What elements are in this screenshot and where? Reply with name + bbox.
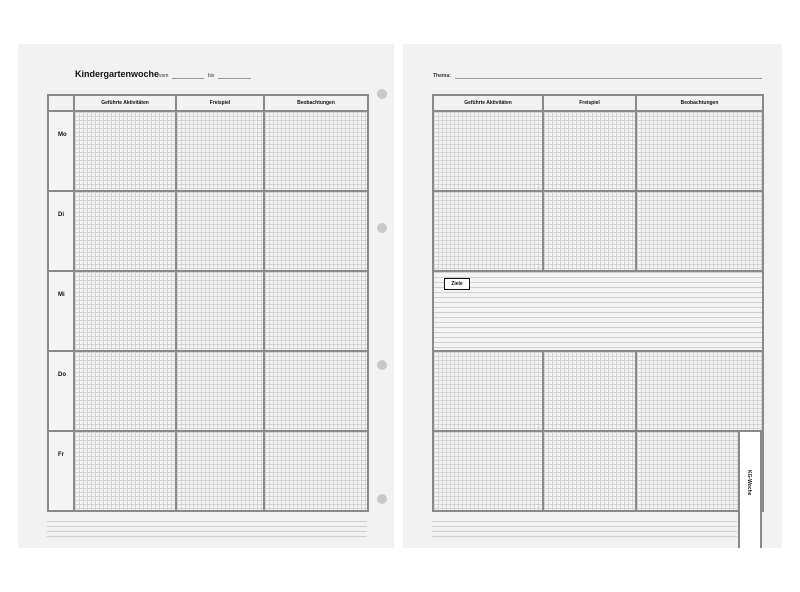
- day-label: Mo: [48, 111, 74, 191]
- column-header: Geführte Aktivitäten: [74, 95, 176, 111]
- grid-cell[interactable]: [74, 431, 176, 511]
- goals-row: [433, 271, 763, 351]
- bis-label: bis: [208, 73, 215, 79]
- day-row: [48, 271, 368, 351]
- grid-cell[interactable]: [74, 191, 176, 271]
- day-row: [48, 351, 368, 431]
- thema-label: Thema:: [433, 73, 451, 79]
- grid-cell[interactable]: [543, 431, 636, 511]
- grid-cell[interactable]: [636, 191, 763, 271]
- grid-cell[interactable]: [74, 271, 176, 351]
- binder-hole: [377, 223, 387, 233]
- day-row: [433, 111, 763, 191]
- grid-cell[interactable]: [433, 351, 543, 431]
- grid-cell[interactable]: [433, 191, 543, 271]
- grid-cell[interactable]: [264, 271, 368, 351]
- grid-cell[interactable]: [543, 351, 636, 431]
- grid-cell[interactable]: [176, 111, 264, 191]
- day-row: [433, 191, 763, 271]
- left-page: [18, 44, 394, 548]
- notes-lines[interactable]: [432, 521, 737, 541]
- day-label: Di: [48, 191, 74, 271]
- weekly-plan-table: [47, 94, 369, 512]
- day-row: [48, 431, 368, 511]
- grid-cell[interactable]: [264, 111, 368, 191]
- column-header: Freispiel: [543, 95, 636, 111]
- page-title: Kindergartenwoche: [75, 69, 160, 79]
- thema-field[interactable]: [455, 78, 762, 79]
- grid-cell[interactable]: [543, 111, 636, 191]
- binder-hole: [377, 360, 387, 370]
- weekly-plan-table: [432, 94, 764, 512]
- vom-date-field[interactable]: [172, 78, 204, 79]
- grid-cell[interactable]: [264, 431, 368, 511]
- grid-cell[interactable]: [176, 351, 264, 431]
- day-row: [433, 431, 763, 511]
- day-label: Do: [48, 351, 74, 431]
- binder-hole: [377, 89, 387, 99]
- day-row: [48, 191, 368, 271]
- grid-cell[interactable]: [176, 431, 264, 511]
- grid-cell[interactable]: [176, 191, 264, 271]
- grid-cell[interactable]: [543, 191, 636, 271]
- grid-cell[interactable]: [74, 111, 176, 191]
- column-header: Beobachtungen: [636, 95, 763, 111]
- grid-cell[interactable]: [176, 271, 264, 351]
- corner-cell: [48, 95, 74, 111]
- column-header: Geführte Aktivitäten: [433, 95, 543, 111]
- grid-cell[interactable]: [636, 351, 763, 431]
- grid-cell[interactable]: [264, 351, 368, 431]
- grid-cell[interactable]: [74, 351, 176, 431]
- kg-woche-label: KG-Woche: [746, 470, 752, 496]
- ziele-label: Ziele: [444, 278, 470, 290]
- grid-cell[interactable]: [636, 111, 763, 191]
- grid-cell[interactable]: [433, 431, 543, 511]
- day-label: Mi: [48, 271, 74, 351]
- bis-date-field[interactable]: [218, 78, 251, 79]
- header-row: [433, 95, 763, 111]
- binder-hole: [377, 494, 387, 504]
- grid-cell[interactable]: [433, 111, 543, 191]
- kg-woche-tab: [738, 432, 762, 548]
- notes-lines[interactable]: [47, 521, 367, 541]
- day-row: [48, 111, 368, 191]
- goals-area[interactable]: [433, 271, 763, 351]
- right-page: [403, 44, 782, 548]
- header-row: [48, 95, 368, 111]
- column-header: Beobachtungen: [264, 95, 368, 111]
- grid-cell[interactable]: [264, 191, 368, 271]
- day-row: [433, 351, 763, 431]
- column-header: Freispiel: [176, 95, 264, 111]
- vom-label: vom: [159, 73, 169, 79]
- day-label: Fr: [48, 431, 74, 511]
